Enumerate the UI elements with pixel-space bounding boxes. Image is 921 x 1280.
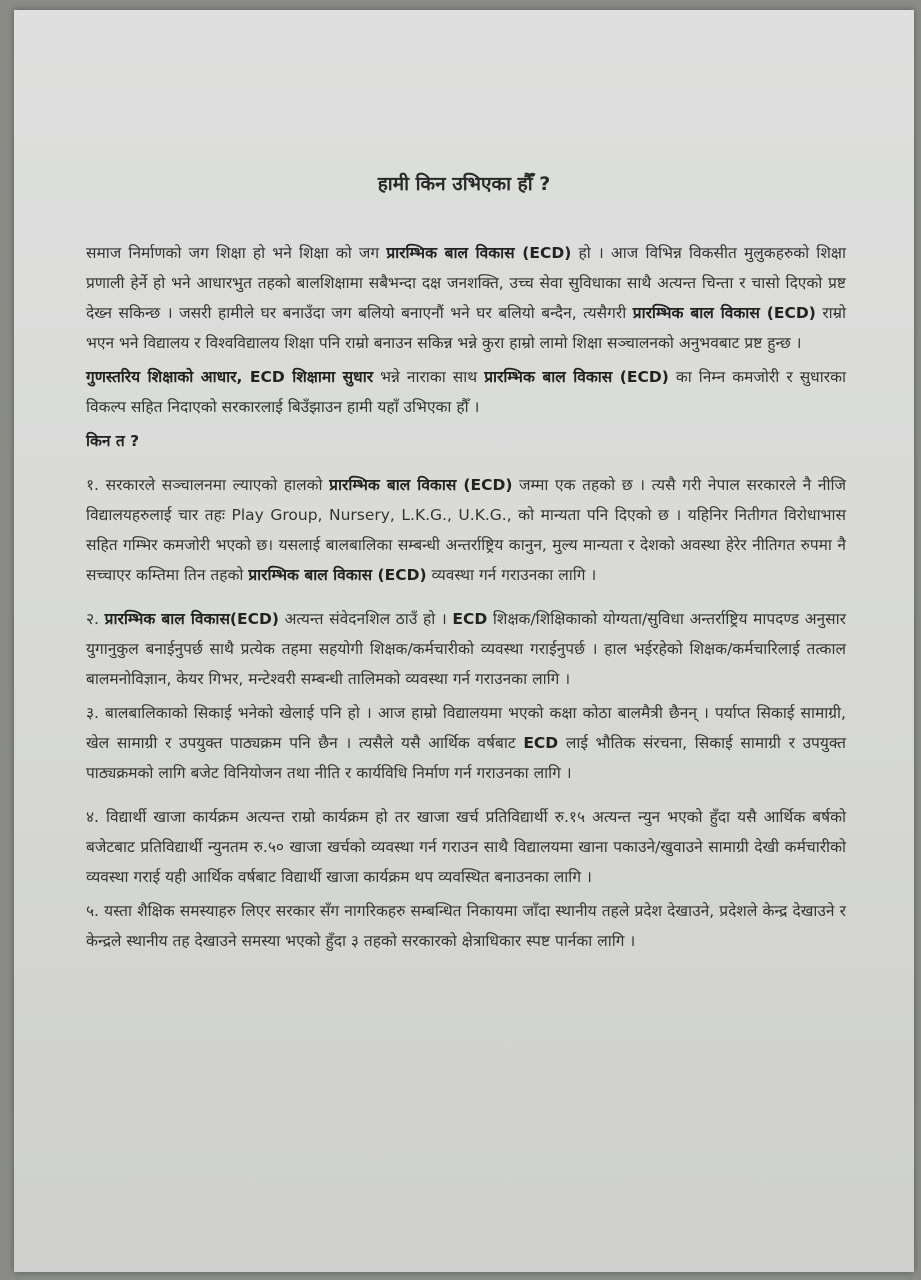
text-run: ३. बालबालिकाको सिकाई भनेको खेलाई पनि हो । आज हाम्रो विद्यालयमा भएको कक्षा कोठा बालमैत्री छैनन् । पर्याप्त सिकाई सामाग्री, खेल सामाग्री र उपयुक्त पाठ्यक्रम पनि छैन । त्यसैले यसै आर्थिक वर्षबाट	[86, 704, 846, 752]
ecd-term: ECD	[523, 734, 559, 752]
ecd-term: प्रारम्भिक बाल विकास(ECD)	[104, 610, 279, 628]
intro-paragraph	[86, 238, 846, 358]
ecd-term: प्रारम्भिक बाल विकास (ECD)	[484, 368, 669, 386]
point-5: ५. यस्ता शैक्षिक समस्याहरु लिएर सरकार सँग नागरिकहरु सम्बन्धित निकायमा जाँदा स्थानीय तहले प्रदेश देखाउने, प्रदेशले केन्द्र देखाउने र केन्द्रले स्थानीय तह देखाउने समस्या भएको हुँदा ३ तहको सरकारको क्षेत्राधिकार स्पष्ट पार्नका लागि ।	[86, 902, 846, 950]
ecd-term: प्रारम्भिक बाल विकास (ECD)	[632, 304, 816, 322]
ecd-term: प्रारम्भिक बाल विकास (ECD)	[386, 244, 572, 262]
ecd-term: प्रारम्भिक बाल विकास (ECD)	[248, 566, 427, 584]
text-run: व्यवस्था गर्न गराउनका लागि ।	[426, 566, 597, 584]
slogan-paragraph	[86, 362, 846, 422]
ecd-term: प्रारम्भिक बाल विकास (ECD)	[329, 476, 513, 494]
text-run: २.	[86, 610, 105, 628]
ecd-term: ECD	[452, 610, 488, 628]
text-run: अत्यन्त संवेदनशिल ठाउँ हो ।	[278, 610, 453, 628]
text-run: १. सरकारले सञ्चालनमा ल्याएको हालको	[86, 476, 330, 494]
point-2	[86, 604, 846, 694]
why-heading: किन त ?	[86, 432, 140, 450]
point-4: ४. विद्यार्थी खाजा कार्यक्रम अत्यन्त राम्रो कार्यक्रम हो तर खाजा खर्च प्रतिविद्यार्थी रु.१५ अत्यन्त न्युन भएको हुँदा यसै आर्थिक बर्षको बजेटबाट प्रतिविद्यार्थी न्युनतम रु.५० खाजा खर्चको व्यवस्था गर्न गराउन साथै विद्यालयमा खाना पकाउने/खुवाउने सामाग्री देखी कर्मचारीको व्यवस्था गराई यही आर्थिक वर्षबाट विद्यार्थी खाजा कार्यक्रम थप व्यवस्थित बनाउनका लागि ।	[86, 808, 846, 886]
text-run: लाई भौतिक संरचना, सिकाई सामाग्री र उपयुक्त पाठ्यक्रमको लागि बजेट विनियोजन तथा नीति र कार्यविधि निर्माण गर्न गराउनका लागि ।	[86, 734, 846, 782]
text-run: राम्रो भएन भने विद्यालय र विश्वविद्यालय शिक्षा पनि राम्रो बनाउन सकिन्न भन्ने कुरा हाम्रो लामो शिक्षा सञ्चालनको अनुभवबाट प्रष्ट हुन्छ ।	[86, 304, 846, 352]
text-run: समाज निर्माणको जग शिक्षा हो भने शिक्षा को जग	[86, 244, 387, 262]
point-3	[86, 698, 846, 788]
document-page	[14, 10, 914, 1272]
text-run: भन्ने नाराका साथ	[373, 368, 485, 386]
slogan: गुणस्तरिय शिक्षाको आधार, ECD शिक्षामा सुधार	[86, 368, 374, 386]
document-title: हामी किन उभिएका हौँ ?	[377, 173, 551, 195]
document-body	[86, 238, 846, 960]
text-run: जम्मा एक तहको छ । त्यसै गरी नेपाल सरकारले नै नीजि विद्यालयहरुलाई चार तहः Play Group, Nursery, L.K.G., U.K.G., को मान्यता पनि दिएको छ । यहिनिर नितीगत विरोधाभास सहित गम्भिर कमजोरी भएको छ। यसलाई बालबालिका सम्बन्धी अन्तर्राष्ट्रिय कानुन, मुल्य मान्यता र देशको अवस्था हेरेर नीतिगत रुपमा नै सच्चाएर कम्तिमा तिन तहको	[86, 476, 846, 584]
text-run: शिक्षक/शिक्षिकाको योग्यता/सुविधा अन्तर्राष्ट्रिय मापदण्ड अनुसार युगानुकुल बनाईनुपर्छ साथै प्रत्येक तहमा सहयोगी शिक्षक/कर्मचारीको व्यवस्था गराईनुपर्छ । हाल भईरहेको शिक्षक/कर्मचारिलाई तत्काल बालमनोविज्ञान, केयर गिभर, मन्टेश्वरी सम्बन्धी तालिमको व्यवस्था गर्न गराउनका लागि ।	[86, 610, 846, 688]
point-1	[86, 470, 846, 590]
text-run: हो । आज विभिन्न विकसीत मुलुकहरुको शिक्षा प्रणाली हेर्ने हो भने आधारभुत तहको बालशिक्षामा सबैभन्दा दक्ष जनशक्ति, उच्च सेवा सुविधाका साथै अत्यन्त चिन्ता र चासो दिएको प्रष्ट देख्न सकिन्छ । जसरी हामीले घर बनाउँदा जग बलियो बनाएनौं भने घर बलियो बन्दैन, त्यसैगरी	[86, 244, 846, 322]
text-run: का निम्न कमजोरी र सुधारका विकल्प सहित निदाएको सरकारलाई बिउँझाउन हामी यहाँ उभिएका हौँ ।	[86, 368, 846, 416]
